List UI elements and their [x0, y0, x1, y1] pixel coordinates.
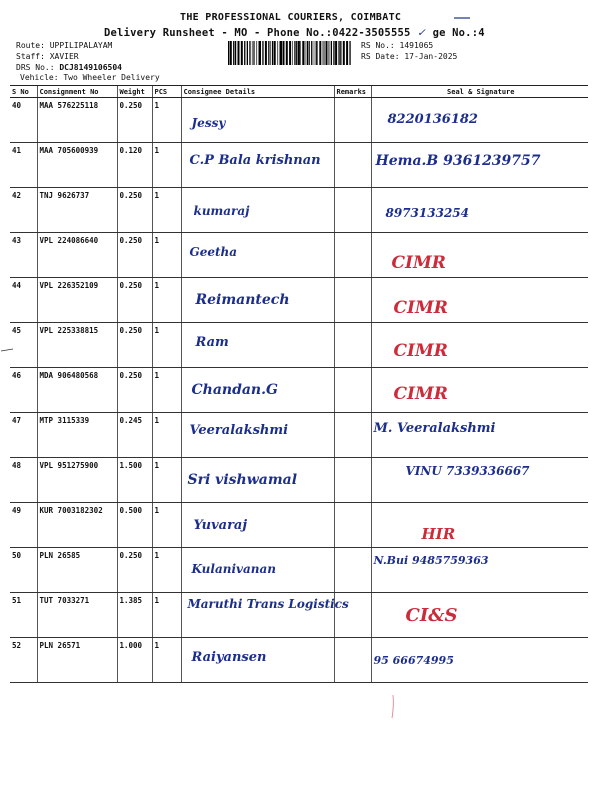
- runsheet-subtitle: [104, 27, 485, 39]
- cell-consignee: [181, 458, 334, 503]
- signature-handwriting: CIMR: [393, 384, 448, 404]
- cell-consignment-no: KUR 7003182302: [37, 503, 117, 548]
- cell-pcs: 1: [152, 323, 181, 368]
- consignee-handwriting: kumaraj: [193, 204, 250, 218]
- barcode-bar: [298, 41, 300, 65]
- consignee-handwriting: Geetha: [189, 245, 238, 259]
- barcode-bar: [247, 41, 248, 65]
- signature-handwriting: N.Bui 9485759363: [373, 554, 489, 567]
- cell-consignment-no: VPL 225338815: [37, 323, 117, 368]
- cell-sno: 44: [10, 278, 37, 323]
- barcode-bar: [265, 41, 267, 65]
- cell-sno: 48: [10, 458, 37, 503]
- margin-tick-mark: [0, 347, 14, 353]
- cell-consignee: [181, 413, 334, 458]
- consignee-handwriting: Yuvaraj: [193, 518, 248, 533]
- barcode-bar: [294, 41, 295, 65]
- cell-sno: 47: [10, 413, 37, 458]
- barcode-bar: [249, 41, 250, 65]
- company-title: THE PROFESSIONAL COURIERS, COIMBATC: [180, 12, 402, 23]
- cell-remarks: [334, 413, 371, 458]
- cell-weight: 0.250: [117, 548, 152, 593]
- cell-pcs: 1: [152, 638, 181, 683]
- barcode-bar: [323, 41, 324, 65]
- cell-weight: 1.000: [117, 638, 152, 683]
- cell-sno: 52: [10, 638, 37, 683]
- barcode-bar: [230, 41, 232, 65]
- cell-seal-signature: [371, 458, 588, 503]
- signature-handwriting: Hema.B 9361239757: [375, 153, 541, 169]
- barcode-bar: [346, 41, 348, 65]
- barcode-bar: [340, 41, 341, 65]
- cell-weight: 0.120: [117, 143, 152, 188]
- barcode-bar: [305, 41, 306, 65]
- col-remarks: Remarks: [334, 86, 371, 98]
- cell-consignee: [181, 368, 334, 413]
- table-row: [10, 278, 588, 323]
- col-consignee: Consignee Details: [181, 86, 334, 98]
- barcode-bar: [292, 41, 293, 65]
- cell-consignment-no: VPL 226352109: [37, 278, 117, 323]
- cell-weight: 0.250: [117, 368, 152, 413]
- barcode-bar: [349, 41, 350, 65]
- barcode-bar: [335, 41, 337, 65]
- cell-remarks: [334, 188, 371, 233]
- cell-remarks: [334, 233, 371, 278]
- cell-consignment-no: MAA 705600939: [37, 143, 117, 188]
- barcode-bar: [286, 41, 288, 65]
- signature-handwriting: 8220136182: [387, 112, 478, 127]
- cell-pcs: 1: [152, 458, 181, 503]
- barcode-bar: [258, 41, 259, 65]
- table-row: [10, 233, 588, 278]
- barcode-bar: [317, 41, 318, 65]
- signature-handwriting: CI&S: [405, 605, 458, 626]
- cell-consignment-no: MDA 906480568: [37, 368, 117, 413]
- staff-label: Staff: XAVIER: [16, 52, 79, 61]
- cell-consignee: [181, 503, 334, 548]
- barcode-bar: [289, 41, 291, 65]
- barcode-bar: [329, 41, 330, 65]
- consignee-handwriting: Veeralakshmi: [189, 423, 289, 438]
- barcode-bar: [328, 41, 329, 65]
- table-row: [10, 188, 588, 233]
- col-weight: Weight: [117, 86, 152, 98]
- barcode-bar: [279, 41, 280, 65]
- cell-pcs: 1: [152, 503, 181, 548]
- cell-sno: 40: [10, 98, 37, 143]
- cell-seal-signature: [371, 638, 588, 683]
- cell-consignment-no: TUT 7033271: [37, 593, 117, 638]
- table-row: [10, 503, 588, 548]
- cell-seal-signature: [371, 368, 588, 413]
- barcode-bar: [280, 41, 282, 65]
- cell-remarks: [334, 503, 371, 548]
- barcode-bar: [324, 41, 325, 65]
- cell-weight: 0.250: [117, 188, 152, 233]
- consignee-handwriting: Jessy: [191, 116, 226, 130]
- cell-seal-signature: [371, 278, 588, 323]
- barcode-bar: [228, 41, 229, 65]
- cell-pcs: 1: [152, 548, 181, 593]
- table-row: [10, 98, 588, 143]
- drs-number: [16, 63, 122, 73]
- cell-pcs: 1: [152, 413, 181, 458]
- cell-consignee: [181, 323, 334, 368]
- cell-consignee: [181, 548, 334, 593]
- signature-handwriting: VINU 7339336667: [405, 464, 530, 478]
- col-seal-signature: Seal & Signature: [371, 86, 588, 98]
- cell-seal-signature: [371, 98, 588, 143]
- cell-consignment-no: PLN 26571: [37, 638, 117, 683]
- barcode: [228, 41, 352, 65]
- cell-consignment-no: VPL 224086640: [37, 233, 117, 278]
- barcode-bar: [331, 41, 332, 65]
- barcode-bar: [241, 41, 243, 65]
- cell-weight: 1.385: [117, 593, 152, 638]
- cell-pcs: 1: [152, 188, 181, 233]
- table-row: [10, 593, 588, 638]
- barcode-bar: [253, 41, 254, 65]
- barcode-bar: [300, 41, 301, 65]
- stray-pen-mark: [389, 694, 397, 720]
- rs-number: RS No.: 1491065: [361, 41, 434, 50]
- col-consignment: Consignment No: [37, 86, 117, 98]
- pen-check-mark: ✓: [417, 27, 427, 39]
- cell-remarks: [334, 98, 371, 143]
- barcode-bar: [274, 41, 276, 65]
- page-number: ge No.:4: [432, 27, 485, 39]
- cell-seal-signature: [371, 548, 588, 593]
- cell-seal-signature: [371, 593, 588, 638]
- consignee-handwriting: C.P Bala krishnan: [189, 153, 321, 168]
- col-pcs: PCS: [152, 86, 181, 98]
- barcode-bar: [252, 41, 253, 65]
- cell-sno: 43: [10, 233, 37, 278]
- barcode-bar: [333, 41, 334, 65]
- cell-sno: 51: [10, 593, 37, 638]
- cell-remarks: [334, 278, 371, 323]
- cell-sno: 42: [10, 188, 37, 233]
- table-row: [10, 548, 588, 593]
- consignee-handwriting: Ram: [195, 335, 229, 350]
- barcode-bar: [325, 41, 326, 65]
- barcode-bar: [307, 41, 308, 65]
- table-row: [10, 458, 588, 503]
- table-row: [10, 323, 588, 368]
- cell-seal-signature: [371, 188, 588, 233]
- consignee-handwriting: Raiyansen: [191, 650, 267, 665]
- col-sno: S No: [10, 86, 37, 98]
- barcode-bar: [270, 41, 271, 65]
- barcode-bar: [233, 41, 234, 65]
- barcode-bar: [259, 41, 261, 65]
- runsheet-table: [10, 85, 588, 683]
- cell-seal-signature: [371, 233, 588, 278]
- barcode-bar: [283, 41, 285, 65]
- cell-weight: 0.245: [117, 413, 152, 458]
- cell-pcs: 1: [152, 593, 181, 638]
- signature-handwriting: 95 66674995: [373, 654, 454, 667]
- barcode-bar: [319, 41, 321, 65]
- consignee-handwriting: Reimantech: [195, 292, 290, 308]
- table-row: [10, 638, 588, 683]
- cell-seal-signature: [371, 413, 588, 458]
- signature-handwriting: CIMR: [393, 298, 448, 318]
- cell-remarks: [334, 368, 371, 413]
- cell-sno: 50: [10, 548, 37, 593]
- cell-consignment-no: PLN 26585: [37, 548, 117, 593]
- consignee-handwriting: Chandan.G: [191, 382, 278, 398]
- barcode-bar: [343, 41, 345, 65]
- barcode-bar: [314, 41, 315, 65]
- table-row: [10, 413, 588, 458]
- table-row: [10, 368, 588, 413]
- barcode-bar: [311, 41, 312, 65]
- consignee-handwriting: Sri vishwamal: [187, 472, 298, 488]
- cell-sno: 41: [10, 143, 37, 188]
- consignee-handwriting: Maruthi Trans Logistics: [187, 597, 349, 611]
- cell-consignee: [181, 143, 334, 188]
- cell-weight: 0.250: [117, 278, 152, 323]
- scribble-mark: [452, 10, 472, 22]
- cell-seal-signature: [371, 323, 588, 368]
- cell-consignment-no: VPL 951275900: [37, 458, 117, 503]
- cell-pcs: 1: [152, 98, 181, 143]
- cell-consignee: [181, 233, 334, 278]
- cell-consignee: [181, 188, 334, 233]
- barcode-bar: [235, 41, 236, 65]
- barcode-bar: [316, 41, 317, 65]
- cell-pcs: 1: [152, 143, 181, 188]
- drs-value: DCJ8149106504: [59, 63, 122, 72]
- cell-seal-signature: [371, 503, 588, 548]
- consignee-handwriting: Kulanivanan: [191, 562, 276, 576]
- barcode-bar: [309, 41, 310, 65]
- barcode-bar: [277, 41, 278, 65]
- barcode-bar: [272, 41, 273, 65]
- barcode-bar: [326, 41, 327, 65]
- cell-consignment-no: MTP 3115339: [37, 413, 117, 458]
- barcode-bar: [254, 41, 255, 65]
- cell-remarks: [334, 638, 371, 683]
- barcode-bar: [268, 41, 269, 65]
- cell-pcs: 1: [152, 233, 181, 278]
- barcode-bar: [338, 41, 339, 65]
- cell-consignee: [181, 638, 334, 683]
- signature-handwriting: HIR: [421, 525, 456, 543]
- cell-remarks: [334, 143, 371, 188]
- cell-sno: 46: [10, 368, 37, 413]
- signature-handwriting: M. Veeralakshmi: [373, 421, 496, 436]
- barcode-bar: [238, 41, 240, 65]
- cell-pcs: 1: [152, 278, 181, 323]
- barcode-bar: [256, 41, 257, 65]
- cell-weight: 0.500: [117, 503, 152, 548]
- cell-sno: 49: [10, 503, 37, 548]
- route-label: Route: UPPILIPALAYAM: [16, 41, 113, 50]
- vehicle-label: Vehicle: Two Wheeler Delivery: [20, 73, 160, 82]
- cell-consignment-no: MAA 576225118: [37, 98, 117, 143]
- rs-date: RS Date: 17-Jan-2025: [361, 52, 458, 61]
- cell-sno: 45: [10, 323, 37, 368]
- table-row: [10, 143, 588, 188]
- barcode-bar: [296, 41, 297, 65]
- cell-consignee: [181, 278, 334, 323]
- drs-label: DRS No.:: [16, 63, 55, 72]
- cell-weight: 0.250: [117, 233, 152, 278]
- signature-handwriting: CIMR: [393, 341, 448, 361]
- signature-handwriting: 8973133254: [385, 206, 469, 220]
- subtitle-text: Delivery Runsheet - MO - Phone No.:0422-3505555: [104, 27, 411, 39]
- cell-weight: 1.500: [117, 458, 152, 503]
- cell-weight: 0.250: [117, 98, 152, 143]
- cell-consignee: [181, 98, 334, 143]
- signature-handwriting: CIMR: [391, 253, 446, 273]
- table-header-row: [10, 86, 588, 98]
- cell-weight: 0.250: [117, 323, 152, 368]
- cell-pcs: 1: [152, 368, 181, 413]
- cell-consignee: [181, 593, 349, 638]
- cell-remarks: [334, 458, 371, 503]
- barcode-bar: [244, 41, 245, 65]
- cell-remarks: [334, 548, 371, 593]
- barcode-bar: [262, 41, 263, 65]
- cell-remarks: [334, 323, 371, 368]
- cell-consignment-no: TNJ 9626737: [37, 188, 117, 233]
- cell-seal-signature: [371, 143, 588, 188]
- barcode-bar: [302, 41, 304, 65]
